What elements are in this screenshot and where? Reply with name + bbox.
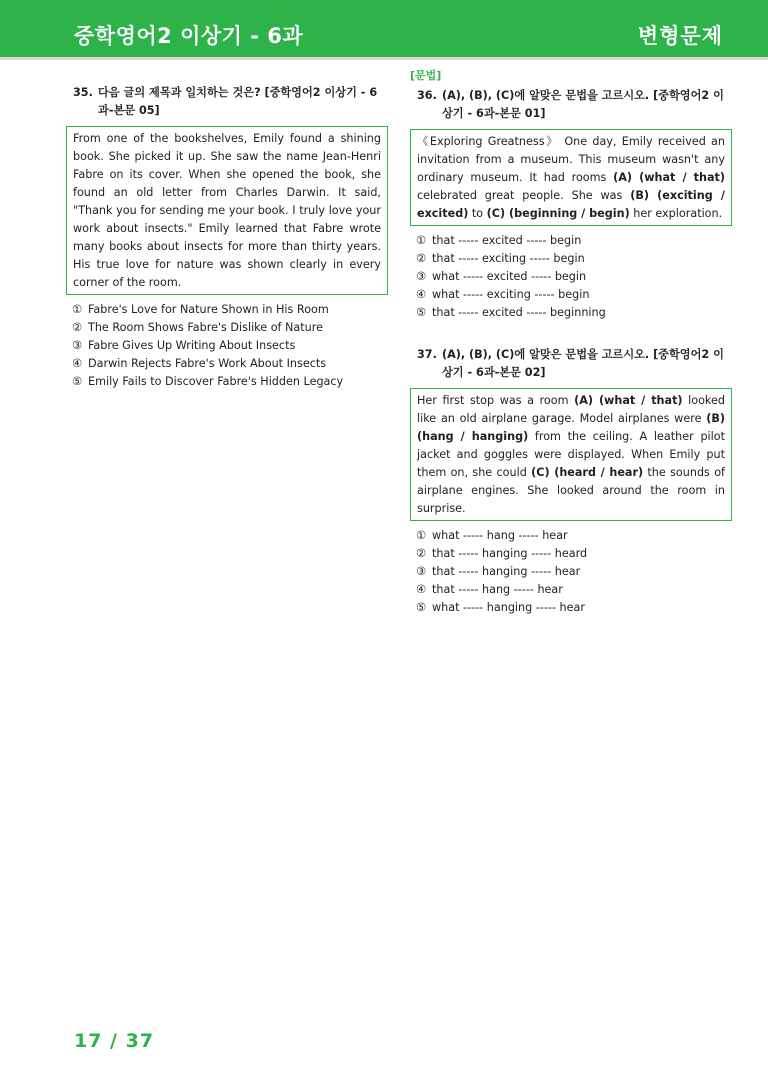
option-3[interactable] — [66, 337, 388, 355]
option-text: what ----- hang ----- hear — [432, 529, 568, 542]
passage-text: Her first stop was a room — [417, 394, 575, 407]
option-text: that ----- excited ----- beginning — [432, 306, 606, 319]
blank-a: (A) (what / that) — [574, 394, 683, 407]
question-37-number: 37. — [417, 348, 437, 361]
option-text: what ----- hanging ----- hear — [432, 601, 585, 614]
header-divider — [0, 57, 768, 60]
question-36-prompt — [412, 87, 732, 123]
option-2[interactable] — [66, 319, 388, 337]
option-text: that ----- hanging ----- heard — [432, 547, 588, 560]
blank-a: (A) (what / that) — [613, 171, 725, 184]
page-number: 17 / 37 — [74, 1030, 155, 1052]
question-35 — [66, 84, 388, 391]
option-marker: ④ — [416, 583, 427, 596]
option-1[interactable] — [410, 232, 732, 250]
question-37-passage — [410, 388, 732, 521]
passage-text: celebrated great people. She was — [417, 189, 631, 202]
option-text: Fabre Gives Up Writing About Insects — [88, 339, 296, 352]
option-marker: ① — [416, 234, 427, 247]
option-marker: ① — [416, 529, 427, 542]
option-4[interactable] — [410, 286, 732, 304]
option-2[interactable] — [410, 250, 732, 268]
question-36 — [410, 87, 732, 322]
grammar-tag: [문법] — [410, 69, 442, 82]
option-text: Darwin Rejects Fabre's Work About Insects — [88, 357, 327, 370]
question-35-prompt — [68, 84, 388, 120]
option-4[interactable] — [66, 355, 388, 373]
option-text: what ----- excited ----- begin — [432, 270, 587, 283]
question-37-options — [410, 527, 732, 617]
option-text: what ----- exciting ----- begin — [432, 288, 590, 301]
option-marker: ④ — [416, 288, 427, 301]
right-column — [410, 67, 732, 617]
question-37-prompt-text: (A), (B), (C)에 알맞은 문법을 고르시오. [중학영어2 이상기 - 6과-본문 02] — [442, 348, 724, 379]
option-5[interactable] — [410, 304, 732, 322]
option-marker: ③ — [416, 565, 427, 578]
blank-b: (B) (exciting / excited) — [417, 189, 725, 220]
option-text: Emily Fails to Discover Fabre's Hidden Legacy — [88, 375, 344, 388]
option-text: that ----- excited ----- begin — [432, 234, 582, 247]
passage-text: the sounds of airplane engines. She looked around the room in surprise. — [417, 466, 725, 515]
option-marker: ② — [416, 547, 427, 560]
option-2[interactable] — [410, 545, 732, 563]
question-35-prompt-text: 다음 글의 제목과 일치하는 것은? [중학영어2 이상기 - 6과-본문 05] — [98, 86, 378, 117]
option-1[interactable] — [410, 527, 732, 545]
passage-text: from the ceiling. A leather pilot jacket and goggles were displayed. When Emily put them on, she could — [417, 430, 725, 479]
option-5[interactable] — [410, 599, 732, 617]
option-marker: ⑤ — [72, 375, 83, 388]
blank-c: (C) (beginning / begin) — [486, 207, 630, 220]
question-35-options — [66, 301, 388, 391]
option-text: Fabre's Love for Nature Shown in His Room — [88, 303, 329, 316]
passage-text: her exploration. — [629, 207, 723, 220]
option-marker: ③ — [416, 270, 427, 283]
passage-text: 《Exploring Greatness》 One day, Emily received an invitation from a museum. This museum wasn't any ordinary museum. It had rooms — [417, 135, 725, 184]
option-text: that ----- hang ----- hear — [432, 583, 563, 596]
header-section-label: 변형문제 — [637, 24, 723, 48]
option-marker: ⑤ — [416, 306, 427, 319]
question-35-number: 35. — [73, 86, 93, 99]
option-text: that ----- hanging ----- hear — [432, 565, 581, 578]
option-marker: ② — [416, 252, 427, 265]
question-36-passage — [410, 129, 732, 226]
option-3[interactable] — [410, 563, 732, 581]
option-3[interactable] — [410, 268, 732, 286]
option-marker: ③ — [72, 339, 83, 352]
option-marker: ④ — [72, 357, 83, 370]
question-37 — [410, 346, 732, 617]
option-marker: ① — [72, 303, 83, 316]
option-5[interactable] — [66, 373, 388, 391]
page-header — [0, 0, 768, 57]
option-marker: ② — [72, 321, 83, 334]
option-1[interactable] — [66, 301, 388, 319]
question-spacer — [410, 322, 732, 346]
option-text: that ----- exciting ----- begin — [432, 252, 585, 265]
option-text: The Room Shows Fabre's Dislike of Nature — [88, 321, 323, 334]
option-4[interactable] — [410, 581, 732, 599]
question-36-prompt-text: (A), (B), (C)에 알맞은 문법을 고르시오. [중학영어2 이상기 - 6과-본문 01] — [442, 89, 724, 120]
question-37-prompt — [412, 346, 732, 382]
question-35-passage: From one of the bookshelves, Emily found a shining book. She picked it up. She saw the name Jean-Henri Fabre on its cover. When she opened the book, she found an old letter from Charles Darwin. It said, "Thank you for sending me your book. I truly love your work about insects." Emily learned that Fabre wrote many books about insects for more than thirty years. His true love for nature was shown clearly in every corner of the room. — [66, 126, 388, 295]
header-title: 중학영어2 이상기 - 6과 — [74, 24, 304, 48]
question-36-number: 36. — [417, 89, 437, 102]
passage-text: to — [468, 207, 487, 220]
option-marker: ⑤ — [416, 601, 427, 614]
blank-b: (B) (hang / hanging) — [417, 412, 725, 443]
passage-text: looked like an old airplane garage. Model airplanes were — [417, 394, 725, 425]
blank-c: (C) (heard / hear) — [531, 466, 644, 479]
question-36-options — [410, 232, 732, 322]
